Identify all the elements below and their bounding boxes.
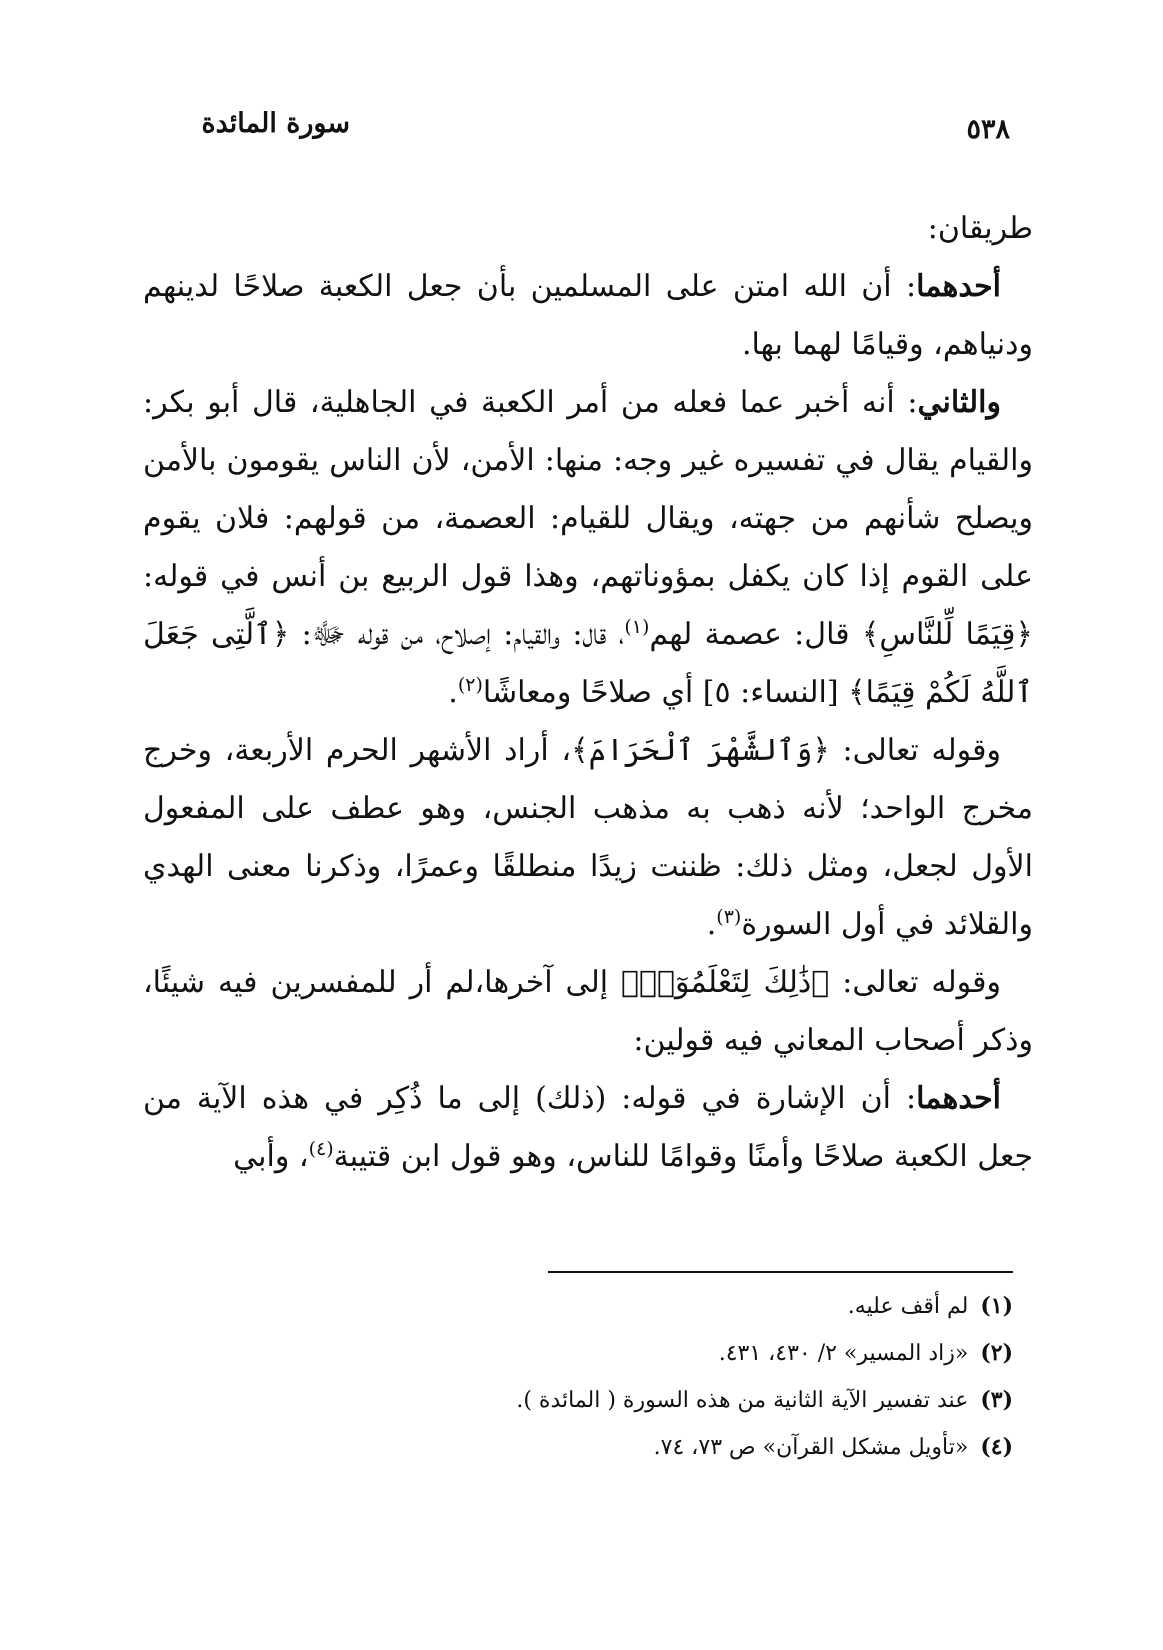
footnotes <box>143 1283 1013 1471</box>
running-title: سورة المائدة <box>201 108 350 139</box>
paragraph-3-text-d: [النساء: ٥] أي صلاحًا ومعاشًا <box>482 675 849 710</box>
page-header <box>150 108 1010 168</box>
paragraph-5-text-b: إلى آخرها،لم أر للمفسرين فيه شيئًا، وذكر أصحاب المعاني فيه قولين: <box>143 965 1033 1058</box>
footnote-divider <box>548 1271 1013 1273</box>
paragraph-6-text-a: : أن الإشارة في قوله: (ذلك) إلى ما ذُكِر في هذه الآية من جعل الكعبة صلاحًا وأمنًا وقوامًا للناس، وهو قول ابن قتيبة <box>143 1081 1033 1174</box>
paragraph-3-text-b: قال: عصمة لهم <box>649 617 862 652</box>
paragraph-2-lead: أحدهما <box>916 269 1001 304</box>
paragraph-4-text-b: ، أراد الأشهر الحرم الأربعة، وخرج مخرج الواحد؛ لأنه ذهب به مذهب الجنس، وهو عطف على المفعول الأول لجعل، ومثل ذلك: ظننت زيدًا منطلقًا وعمرًا، وذكرنا معنى الهدي والقلائد في أول السورة <box>143 733 1033 942</box>
body-text <box>143 200 1033 1186</box>
footnote-3-number: (٣) <box>980 1387 1013 1413</box>
paragraph-6-lead: أحدهما <box>916 1081 1001 1116</box>
quran-quote-1: ﴿قِيَمًا لِّلنَّاسِ﴾ <box>861 617 1033 652</box>
paragraph-3-text-a: : أنه أخبر عما فعله من أمر الكعبة في الجاهلية، قال أبو بكر: والقيام يقال في تفسيره غير وجه: منها: الأمن، لأن الناس يقومون بالأمن ويصلح شأنهم من جهته، ويقال للقيام: العصمة، من قولهم: فلان يقوم على القوم إذا كان يكفل بمؤوناتهم، وهذا قول الربيع بن أنس في قوله: <box>143 385 1033 594</box>
footnote-3-text: عند تفسير الآية الثانية من هذه السورة ( المائدة ). <box>516 1388 969 1413</box>
footnote-3 <box>143 1377 1013 1424</box>
footnote-4 <box>143 1424 1013 1471</box>
paragraph-5 <box>143 954 1033 1070</box>
quran-quote-3: ﴿وَٱلشَّهْرَ ٱلْحَرَامَ﴾ <box>571 733 830 768</box>
footnote-4-text: «تأويل مشكل القرآن» ص ٧٣، ٧٤. <box>653 1435 969 1460</box>
paragraph-2-text: : أن الله امتن على المسلمين بأن جعل الكعبة صلاحًا لدينهم ودنياهم، وقيامًا لهما بها. <box>143 269 1033 362</box>
footnote-2-number: (٢) <box>980 1340 1013 1366</box>
footnote-1-text: لم أقف عليه. <box>847 1294 969 1319</box>
paragraph-1-text: طريقان: <box>927 211 1033 246</box>
footnote-ref-3[interactable]: (٣) <box>716 906 742 928</box>
paragraph-3-lead: والثاني <box>917 385 1001 420</box>
footnote-1 <box>143 1283 1013 1330</box>
page-number: ٥٣٨ <box>966 114 1010 145</box>
paragraph-3 <box>143 374 1033 722</box>
paragraph-5-text-a: وقوله تعالى: <box>829 965 1001 1000</box>
paragraph-1 <box>143 200 1033 258</box>
paragraph-4 <box>143 722 1033 954</box>
paragraph-3-text-c: ، قال: والقيام: إصلاح، من قوله ﷻ: <box>289 617 625 652</box>
paragraph-4-text-a: وقوله تعالى: <box>829 733 1002 768</box>
footnote-1-number: (١) <box>980 1293 1013 1319</box>
paragraph-6-text-b: ، وأبي <box>233 1139 309 1174</box>
footnote-ref-1[interactable]: (١) <box>624 616 650 638</box>
footnote-ref-2[interactable]: (٢) <box>457 674 483 696</box>
paragraph-6 <box>143 1070 1033 1186</box>
paragraph-2 <box>143 258 1033 374</box>
footnote-ref-4[interactable]: (٤) <box>308 1138 334 1160</box>
footnote-2 <box>143 1330 1013 1377</box>
paragraph-4-text-c: . <box>706 907 717 942</box>
quran-quote-2: ﴿ٱلَّتِى جَعَلَ ٱللَّهُ لَكُمْ قِيَمًا﴾ <box>143 617 1033 710</box>
quran-quote-4: ﴿ذَٰلِكَ لِتَعْلَمُوٓا۟﴾ <box>621 965 830 1000</box>
footnote-2-text: «زاد المسير» ٢/ ٤٣٠، ٤٣١. <box>718 1341 969 1366</box>
footnote-4-number: (٤) <box>980 1434 1013 1460</box>
paragraph-3-text-e: . <box>448 675 458 710</box>
